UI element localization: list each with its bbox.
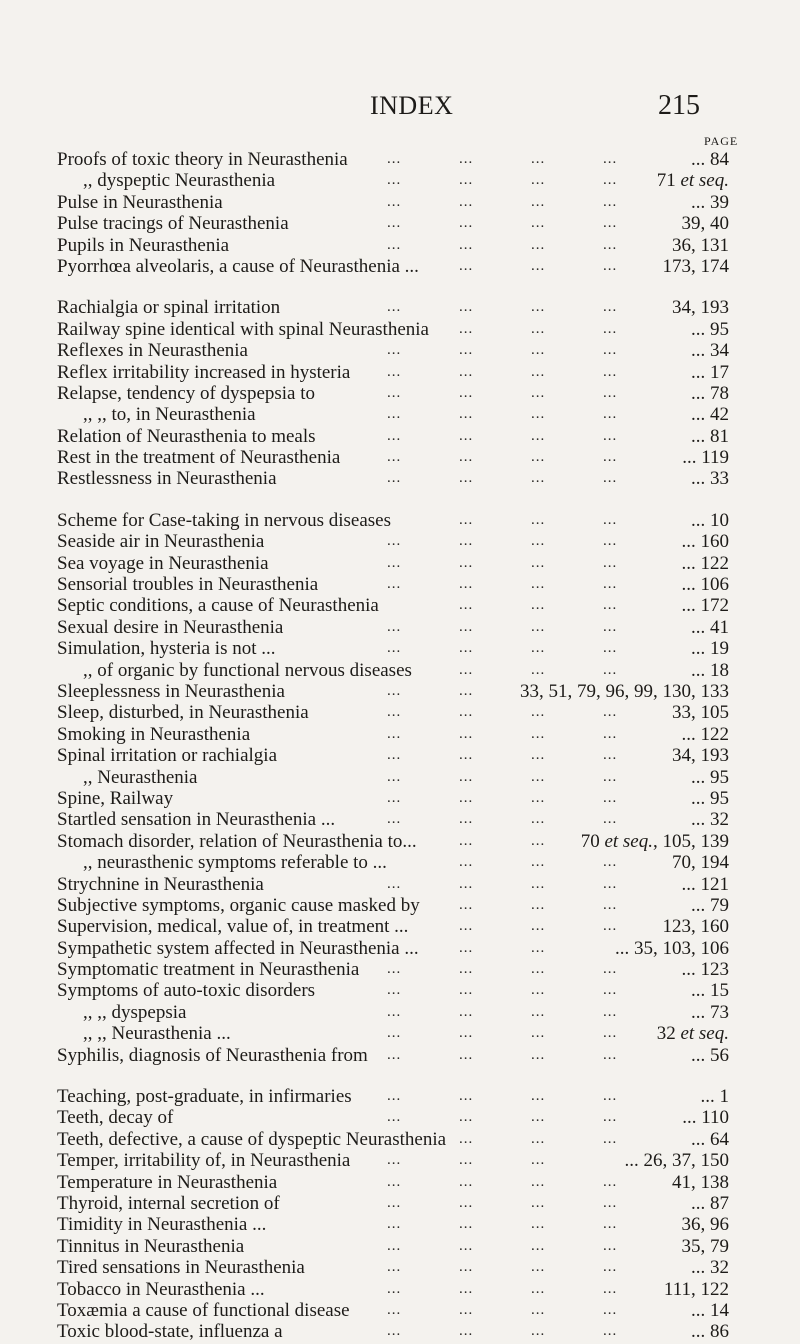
entry-pages: ... 110 <box>682 1107 729 1129</box>
entry-term: ,, dyspeptic Neurasthenia <box>83 170 276 192</box>
entry-term: Teaching, post-graduate, in infirmaries <box>57 1086 352 1108</box>
entry-term: Relation of Neurasthenia to meals <box>57 425 316 447</box>
entry-pages: 70, 194 <box>672 852 729 874</box>
entry-pages: ... 39 <box>691 191 729 213</box>
index-entry: ,, ,, dyspepsia ... 73 ... ... ... ... <box>83 1001 729 1023</box>
entry-term: Restlessness in Neurasthenia <box>57 468 277 490</box>
entry-term: Pupils in Neurasthenia <box>57 234 230 256</box>
entry-pages: ... 41 <box>691 616 729 638</box>
entry-pages: 41, 138 <box>672 1171 729 1193</box>
index-entry: Temperature in Neurasthenia 41, 138 ... ... ... ... <box>57 1171 729 1193</box>
entry-pages: 34, 193 <box>672 297 729 319</box>
entry-term: Sexual desire in Neurasthenia <box>57 616 284 638</box>
entry-term: Spinal irritation or rachialgia <box>57 745 278 767</box>
page-number: 215 <box>658 90 700 121</box>
index-entry: Relapse, tendency of dyspepsia to ... 78 ... ... ... ... <box>57 382 729 404</box>
index-entry: Syphilis, diagnosis of Neurasthenia from ... 56 ... ... ... ... <box>57 1044 729 1066</box>
entry-term: Temper, irritability of, in Neurasthenia <box>57 1150 351 1172</box>
entry-pages: ... 18 <box>691 659 729 681</box>
index-entry: Rachialgia or spinal irritation 34, 193 ... ... ... ... <box>57 297 729 319</box>
entry-pages: ... 42 <box>691 404 729 426</box>
entry-pages: 36, 131 <box>672 234 729 256</box>
entry-pages: ... 78 <box>691 382 729 404</box>
entry-term: Scheme for Case-taking in nervous diseases <box>57 509 391 531</box>
entry-pages: ... 32 <box>691 1257 729 1279</box>
entry-pages: 32 et seq. <box>656 1023 729 1045</box>
index-entry: ,, dyspeptic Neurasthenia 71 et seq. ... ... ... ... <box>83 170 729 192</box>
entry-pages: 34, 193 <box>672 745 729 767</box>
entry-pages: ... 14 <box>691 1299 729 1321</box>
page-column-label: PAGE <box>704 134 739 148</box>
index-entry: Smoking in Neurasthenia ... 122 ... ... ... ... <box>57 723 729 745</box>
entry-pages: ... 160 <box>681 531 729 553</box>
entry-term: Simulation, hysteria is not ... <box>57 638 276 660</box>
entry-pages: ... 95 <box>691 787 729 809</box>
index-entry: Stomach disorder, relation of Neurasthenia to... 70 et seq., 105, 139 ... ... <box>57 830 729 852</box>
entry-pages: 123, 160 <box>662 916 729 938</box>
entry-pages: ... 95 <box>691 766 729 788</box>
entry-term: Sleeplessness in Neurasthenia <box>57 680 285 702</box>
entry-pages: ... 95 <box>691 318 729 340</box>
entry-term: Proofs of toxic theory in Neurasthenia <box>57 149 348 170</box>
index-entry: Supervision, medical, value of, in treatment ... 123, 160 ... ... ... <box>57 916 729 938</box>
entry-pages: ... 73 <box>691 1001 729 1023</box>
entry-term: Reflex irritability increased in hysteria <box>57 361 351 383</box>
group-spacer <box>57 277 729 297</box>
entry-term: Symptomatic treatment in Neurasthenia <box>57 959 360 981</box>
entry-pages: ... 10 <box>691 509 729 531</box>
entry-pages: ... 87 <box>691 1192 729 1214</box>
entry-pages: ... 122 <box>681 723 729 745</box>
index-entry: Temper, irritability of, in Neurasthenia ... 26, 37, 150 ... ... ... <box>57 1150 729 1172</box>
index-entry: Teeth, defective, a cause of dyspeptic Neurasthenia ... 64 ... ... ... <box>57 1128 729 1150</box>
entry-term: Tinnitus in Neurasthenia <box>57 1235 245 1257</box>
index-entry: Symptoms of auto-toxic disorders ... 15 ... ... ... ... <box>57 980 729 1002</box>
entry-term: Toxic blood-state, influenza a <box>57 1321 283 1343</box>
entry-term: Timidity in Neurasthenia ... <box>57 1214 267 1236</box>
index-entry: Strychnine in Neurasthenia ... 121 ... ... ... ... <box>57 873 729 895</box>
entry-term: Sleep, disturbed, in Neurasthenia <box>57 702 309 724</box>
entry-term: Strychnine in Neurasthenia <box>57 873 264 895</box>
index-entry: Timidity in Neurasthenia ... 36, 96 ... ... ... ... <box>57 1214 729 1236</box>
entry-term: Sea voyage in Neurasthenia <box>57 552 269 574</box>
index-entry: Sleeplessness in Neurasthenia 33, 51, 79, 96, 99, 130, 133 ... ... <box>57 680 729 702</box>
group-spacer <box>57 1066 729 1086</box>
index-entry: Symptomatic treatment in Neurasthenia ... 123 ... ... ... ... <box>57 959 729 981</box>
entry-term: ,, Neurasthenia <box>83 766 198 788</box>
page-header <box>0 86 800 130</box>
entry-pages: 33, 51, 79, 96, 99, 130, 133 <box>520 680 729 702</box>
entry-term: Tired sensations in Neurasthenia <box>57 1257 305 1279</box>
entry-pages: ... 79 <box>691 894 729 916</box>
index-entry: Relation of Neurasthenia to meals ... 81 ... ... ... ... <box>57 425 729 447</box>
entry-pages: ... 172 <box>681 595 729 617</box>
entry-term: Reflexes in Neurasthenia <box>57 340 248 362</box>
entry-pages: ... 1 <box>700 1086 729 1108</box>
index-entry: Restlessness in Neurasthenia ... 33 ... ... ... ... <box>57 468 729 490</box>
index-entry: Scheme for Case-taking in nervous diseases ... 10 ... ... ... <box>57 509 729 531</box>
entry-pages: ... 84 <box>691 149 729 170</box>
entry-pages: 173, 174 <box>662 255 729 277</box>
entry-pages: ... 19 <box>691 638 729 660</box>
index-entry: Simulation, hysteria is not ... ... 19 ... ... ... ... <box>57 638 729 660</box>
entry-pages: ... 64 <box>691 1128 729 1150</box>
index-entry: Sensorial troubles in Neurasthenia ... 106 ... ... ... ... <box>57 574 729 596</box>
index-entry: ,, of organic by functional nervous diseases ... 18 ... ... ... <box>83 659 729 681</box>
index-entry: Toxic blood-state, influenza a ... 86 ... ... ... ... <box>57 1321 729 1343</box>
index-entry: Rest in the treatment of Neurasthenia ... 119 ... ... ... ... <box>57 447 729 469</box>
entry-term: Rest in the treatment of Neurasthenia <box>57 447 341 469</box>
entry-term: Pyorrhœa alveolaris, a cause of Neurasthenia ... <box>57 255 419 277</box>
entry-pages: ... 34 <box>691 340 729 362</box>
index-entry: Spinal irritation or rachialgia 34, 193 ... ... ... ... <box>57 745 729 767</box>
entry-pages: ... 33 <box>691 468 729 490</box>
index-list <box>57 149 729 1343</box>
entry-pages: ... 56 <box>691 1044 729 1066</box>
entry-pages: ... 17 <box>691 361 729 383</box>
index-entry: Seaside air in Neurasthenia ... 160 ... ... ... ... <box>57 531 729 553</box>
entry-pages: 36, 96 <box>681 1214 729 1236</box>
entry-pages: ... 35, 103, 106 <box>615 937 729 959</box>
index-entry: ,, neurasthenic symptoms referable to ... 70, 194 ... ... ... <box>83 852 729 874</box>
entry-term: Supervision, medical, value of, in treatment ... <box>57 916 409 938</box>
index-entry: ,, Neurasthenia ... 95 ... ... ... ... <box>83 766 729 788</box>
index-entry: Pupils in Neurasthenia 36, 131 ... ... ... ... <box>57 234 729 256</box>
entry-pages: ... 26, 37, 150 <box>624 1150 729 1172</box>
entry-term: ,, of organic by functional nervous diseases <box>83 659 412 681</box>
index-entry: Toxæmia a cause of functional disease ... 14 ... ... ... ... <box>57 1299 729 1321</box>
entry-term: ,, ,, dyspepsia <box>83 1001 187 1023</box>
entry-pages: ... 123 <box>681 959 729 981</box>
entry-term: Startled sensation in Neurasthenia ... <box>57 809 336 831</box>
entry-pages: 70 et seq., 105, 139 <box>580 830 729 852</box>
entry-term: Symptoms of auto-toxic disorders <box>57 980 316 1002</box>
index-entry: Pulse tracings of Neurasthenia 39, 40 ... ... ... ... <box>57 213 729 235</box>
entry-pages: ... 106 <box>681 574 729 596</box>
entry-term: Tobacco in Neurasthenia ... <box>57 1278 265 1300</box>
index-entry: Teaching, post-graduate, in infirmaries ... 1 ... ... ... ... <box>57 1086 729 1108</box>
index-entry: Reflexes in Neurasthenia ... 34 ... ... ... ... <box>57 340 729 362</box>
index-entry: Thyroid, internal secretion of ... 87 ... ... ... ... <box>57 1192 729 1214</box>
entry-pages: ... 86 <box>691 1321 729 1343</box>
entry-pages: 35, 79 <box>681 1235 729 1257</box>
entry-term: Thyroid, internal secretion of <box>57 1192 280 1214</box>
index-entry: Reflex irritability increased in hysteria ... 17 ... ... ... ... <box>57 361 729 383</box>
index-entry: Proofs of toxic theory in Neurasthenia ... 84 ... ... ... ... <box>57 149 729 170</box>
entry-term: ,, ,, Neurasthenia ... <box>83 1023 231 1045</box>
running-title: INDEX <box>370 91 454 120</box>
entry-pages: 111, 122 <box>663 1278 729 1300</box>
entry-term: Rachialgia or spinal irritation <box>57 297 281 319</box>
index-entry: Septic conditions, a cause of Neurasthenia ... 172 ... ... ... <box>57 595 729 617</box>
entry-term: Pulse tracings of Neurasthenia <box>57 213 289 235</box>
entry-term: Syphilis, diagnosis of Neurasthenia from <box>57 1044 368 1066</box>
index-entry: Sea voyage in Neurasthenia ... 122 ... ... ... ... <box>57 552 729 574</box>
entry-term: Seaside air in Neurasthenia <box>57 531 265 553</box>
entry-term: Smoking in Neurasthenia <box>57 723 251 745</box>
entry-pages: 33, 105 <box>672 702 729 724</box>
entry-term: ,, ,, to, in Neurasthenia <box>83 404 256 426</box>
index-entry: Subjective symptoms, organic cause masked by ... 79 ... ... ... <box>57 894 729 916</box>
index-entry: Railway spine identical with spinal Neurasthenia ... 95 ... ... ... <box>57 318 729 340</box>
entry-term: Stomach disorder, relation of Neurasthenia to... <box>57 830 417 852</box>
entry-term: Toxæmia a cause of functional disease <box>57 1299 350 1321</box>
entry-term: Sympathetic system affected in Neurasthenia ... <box>57 937 419 959</box>
entry-pages: 71 et seq. <box>656 170 729 192</box>
entry-term: Railway spine identical with spinal Neurasthenia <box>57 318 429 340</box>
entry-term: Temperature in Neurasthenia <box>57 1171 278 1193</box>
entry-term: Teeth, defective, a cause of dyspeptic Neurasthenia <box>57 1128 447 1150</box>
entry-pages: ... 15 <box>691 980 729 1002</box>
entry-term: Subjective symptoms, organic cause masked by <box>57 894 420 916</box>
group-spacer <box>57 490 729 510</box>
entry-pages: ... 81 <box>691 425 729 447</box>
entry-term: Sensorial troubles in Neurasthenia <box>57 574 319 596</box>
index-entry: Tinnitus in Neurasthenia 35, 79 ... ... ... ... <box>57 1235 729 1257</box>
index-entry: Teeth, decay of ... 110 ... ... ... ... <box>57 1107 729 1129</box>
index-entry: Tobacco in Neurasthenia ... 111, 122 ... ... ... ... <box>57 1278 729 1300</box>
entry-term: Pulse in Neurasthenia <box>57 191 223 213</box>
entry-pages: 39, 40 <box>681 213 729 235</box>
entry-pages: ... 122 <box>681 552 729 574</box>
entry-term: Teeth, decay of <box>57 1107 174 1129</box>
index-entry: Pyorrhœa alveolaris, a cause of Neurasthenia ... 173, 174 ... ... ... <box>57 255 729 277</box>
index-entry: Startled sensation in Neurasthenia ... ... 32 ... ... ... ... <box>57 809 729 831</box>
entry-pages: ... 119 <box>682 447 729 469</box>
entry-term: Spine, Railway <box>57 787 174 809</box>
entry-term: Relapse, tendency of dyspepsia to <box>57 382 316 404</box>
index-entry: Sleep, disturbed, in Neurasthenia 33, 105 ... ... ... ... <box>57 702 729 724</box>
index-entry: ,, ,, to, in Neurasthenia ... 42 ... ... ... ... <box>83 404 729 426</box>
index-entry: Pulse in Neurasthenia ... 39 ... ... ... ... <box>57 191 729 213</box>
entry-pages: ... 32 <box>691 809 729 831</box>
index-entry: Spine, Railway ... 95 ... ... ... ... <box>57 787 729 809</box>
entry-pages: ... 121 <box>681 873 729 895</box>
index-entry: Tired sensations in Neurasthenia ... 32 ... ... ... ... <box>57 1257 729 1279</box>
index-entry: ,, ,, Neurasthenia ... 32 et seq. ... ... ... ... <box>83 1023 729 1045</box>
index-entry: Sexual desire in Neurasthenia ... 41 ... ... ... ... <box>57 616 729 638</box>
entry-term: ,, neurasthenic symptoms referable to ... <box>83 852 387 874</box>
index-entry: Sympathetic system affected in Neurasthenia ... ... 35, 103, 106 ... ... <box>57 937 729 959</box>
entry-term: Septic conditions, a cause of Neurasthenia <box>57 595 379 617</box>
